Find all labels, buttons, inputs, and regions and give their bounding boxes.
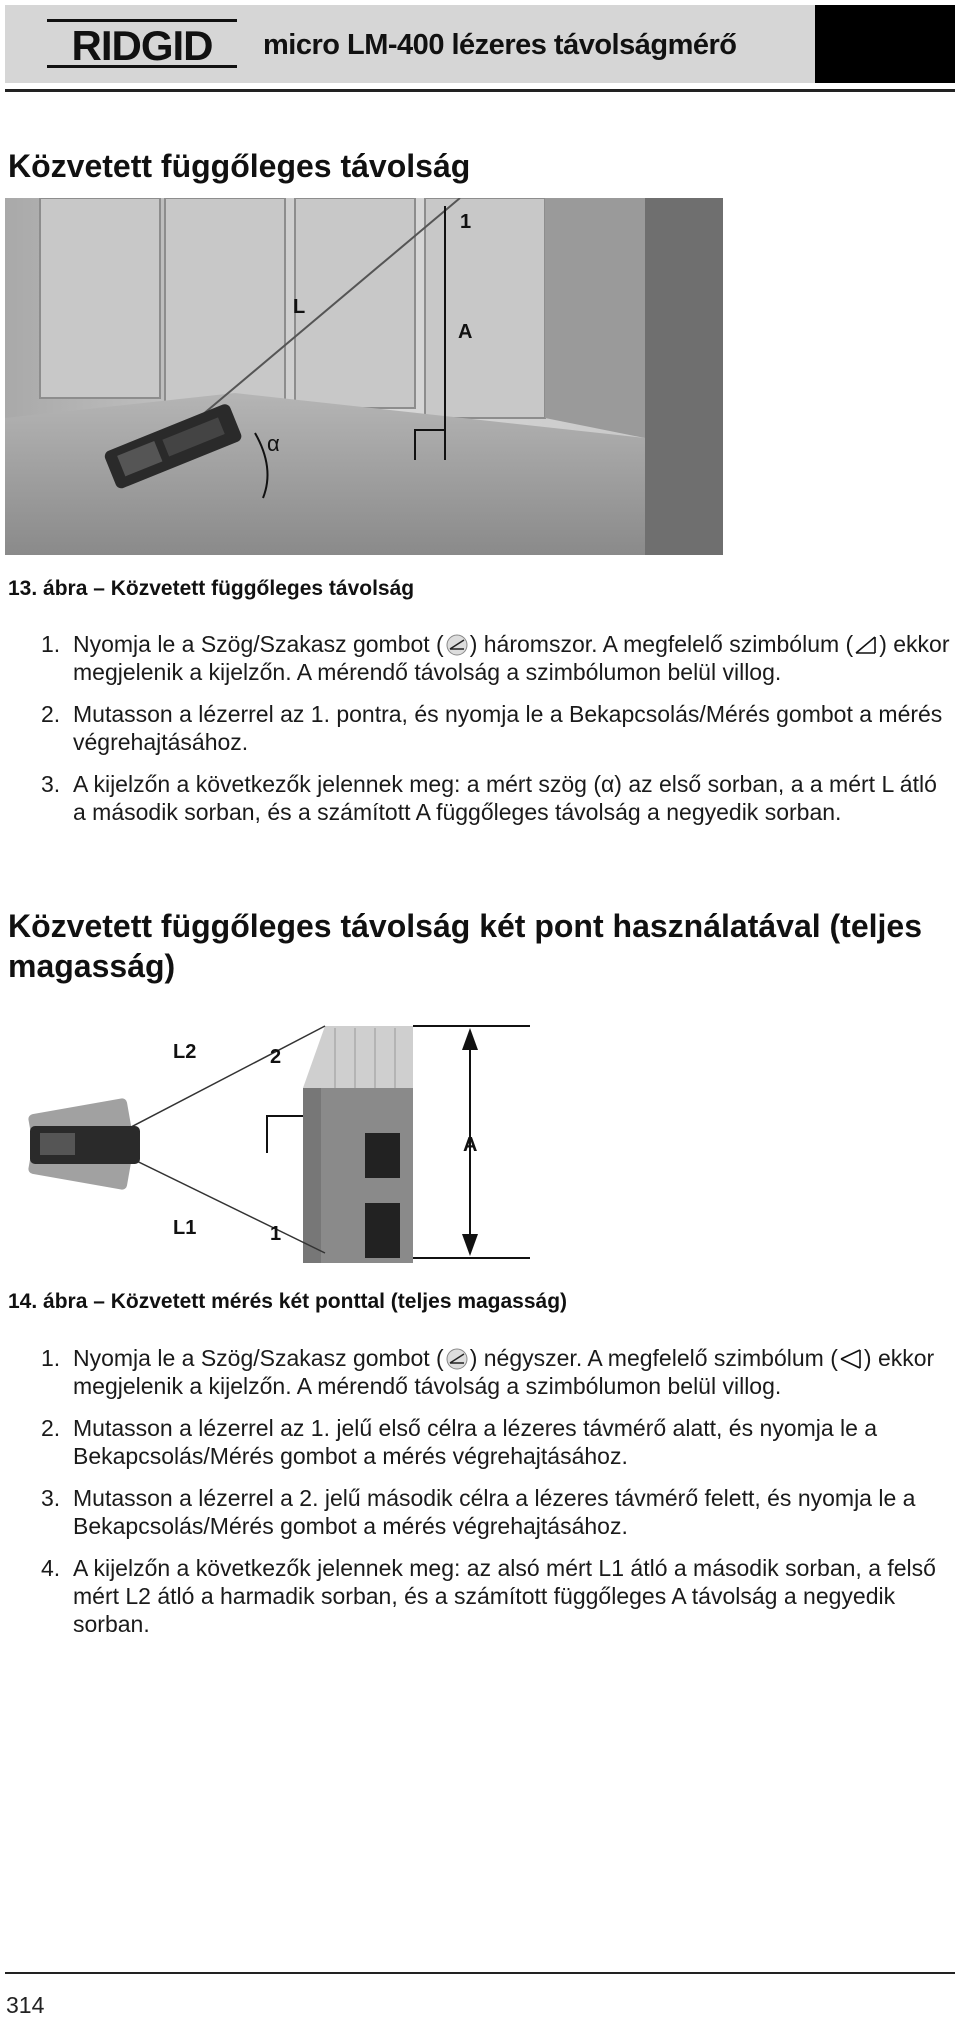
list-item: 3. Mutasson a lézerrel a 2. jelű második célra a lézeres távmérő felett, és nyomja le a Bekapcsolás/Mérés gombot a mérés végrehajtásához. xyxy=(41,1485,916,1539)
ridgid-logo xyxy=(47,17,237,73)
figure-14-label-A: A xyxy=(463,1134,478,1156)
list-item: 1. Nyomja le a Szög/Szakasz gombot ( ) háromszor. A megfelelő szimbólum ( ) ekkor megjelenik a kijelzőn. A mérendő távolság a szimbólumon belül villog. xyxy=(41,631,950,685)
section1-steps xyxy=(8,630,953,840)
figure-13-caption: 13. ábra – Közvetett függőleges távolság xyxy=(8,577,415,600)
angle-button-icon xyxy=(444,634,470,656)
list-item: 4. A kijelzőn a következők jelennek meg: az alsó mért L1 átló a második sorban, a felső mért L2 átló a harmadik sorban, és a számított függőleges A távolság a negyedik sorban. xyxy=(41,1555,936,1637)
svg-text:RIDGID: RIDGID xyxy=(71,22,213,69)
list-item: 1. Nyomja le a Szög/Szakasz gombot ( ) négyszer. A megfelelő szimbólum ( ) ekkor megjelenik a kijelzőn. A mérendő távolság a szimbólumon belül villog. xyxy=(41,1345,935,1399)
header-black-block xyxy=(815,5,955,83)
page-header xyxy=(5,5,955,83)
figure-14-diagram xyxy=(5,1008,545,1263)
figure-13-label-A: A xyxy=(458,321,473,343)
figure-13-label-alpha: α xyxy=(267,431,280,456)
angle-button-icon xyxy=(444,1348,470,1370)
figure-13-photo xyxy=(5,198,723,555)
figure-14-label-2: 2 xyxy=(270,1046,282,1068)
list-item: 2. Mutasson a lézerrel az 1. jelű első célra a lézeres távmérő alatt, és nyomja le a Bekapcsolás/Mérés gombot a mérés végrehajtásához. xyxy=(41,1415,878,1469)
figure-14-label-1: 1 xyxy=(270,1223,282,1245)
angle-symbol-icon xyxy=(853,634,879,656)
two-point-symbol-icon xyxy=(838,1348,864,1370)
list-item: 3. A kijelzőn a következők jelennek meg: a mért szög (α) az első sorban, a a mért L átló a második sorban, és a számított A függőleges távolság a negyedik sorban. xyxy=(41,771,937,825)
figure-14-label-L1: L1 xyxy=(173,1217,197,1239)
figure-14-caption: 14. ábra – Közvetett mérés két ponttal (teljes magasság) xyxy=(8,1290,568,1313)
section-heading-two-point: Közvetett függőleges távolság két pont használatával (teljes magasság) xyxy=(8,908,922,984)
figure-13-label-L: L xyxy=(293,296,306,318)
document-title: micro LM-400 lézeres távolságmérő xyxy=(263,29,737,61)
list-item: 2. Mutasson a lézerrel az 1. pontra, és nyomja le a Bekapcsolás/Mérés gombot a mérés végrehajtásához. xyxy=(41,701,943,755)
figure-13-label-1: 1 xyxy=(460,211,472,233)
figure-14-label-L2: L2 xyxy=(173,1041,197,1063)
section2-steps xyxy=(8,1344,953,1652)
header-rule xyxy=(5,89,955,92)
page-number: 314 xyxy=(6,1992,45,2018)
footer-rule xyxy=(5,1972,955,1974)
section-heading-indirect-vertical: Közvetett függőleges távolság xyxy=(8,148,471,184)
